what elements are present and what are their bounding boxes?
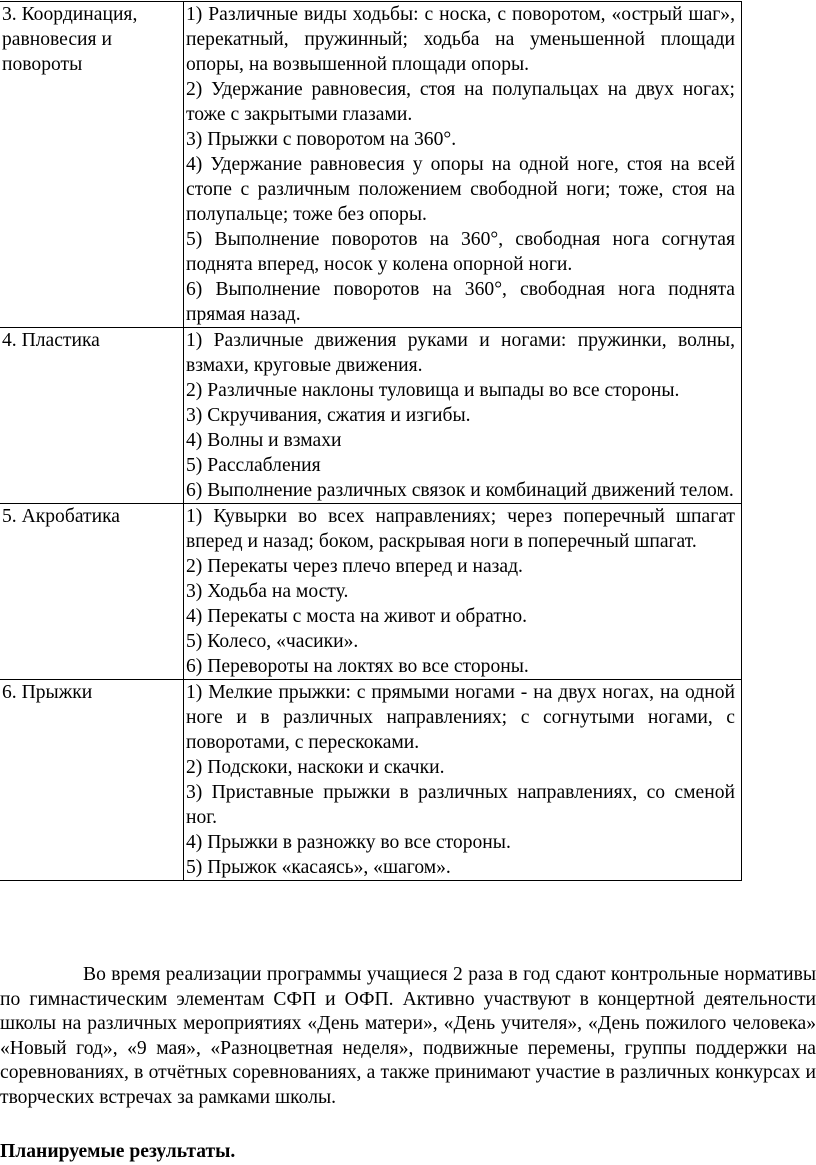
exercises-cell xyxy=(184,328,742,504)
exercises-cell xyxy=(184,680,742,881)
exercise-item: 4) Волны и взмахи xyxy=(186,430,342,451)
exercise-item: 2) Удержание равновесия, стоя на полупальцах на двух ногах; тоже с закрытыми глазами. xyxy=(186,79,735,125)
exercise-item: 1) Различные виды ходьбы: с носка, с поворотом, «острый шаг», перекатный, пружинный; ходьба на уменьшенной площади опоры, на возвышенной площади опоры. xyxy=(186,4,735,75)
exercise-item: 3) Ходьба на мосту. xyxy=(186,581,349,602)
exercise-item: 1) Мелкие прыжки: с прямыми ногами - на двух ногах, на одной ноге и в различных направлениях; с согнутыми ногами, с поворотами, с перескоками. xyxy=(186,682,735,753)
exercise-item: 2) Подскоки, наскоки и скачки. xyxy=(186,757,445,778)
exercise-item: 6) Выполнение поворотов на 360°, свободная нога поднята прямая назад. xyxy=(186,279,735,325)
exercise-item: 4) Удержание равновесия у опоры на одной ноге, стоя на всей стопе с различным положением свободной ноги; тоже, стоя на полупальце; тоже без опоры. xyxy=(186,154,735,225)
exercise-item: 2) Перекаты через плечо вперед и назад. xyxy=(186,556,523,577)
body-paragraph xyxy=(0,963,816,1111)
section-cell: 4. Пластика xyxy=(0,328,184,504)
exercise-item: 6) Выполнение различных связок и комбинаций движений телом. xyxy=(186,480,734,501)
exercises-cell xyxy=(184,2,742,328)
section-cell: 3. Координация, равновесия и повороты xyxy=(0,2,184,328)
table-row xyxy=(0,2,742,328)
exercise-item: 5) Прыжок «касаясь», «шагом». xyxy=(186,857,451,878)
section-heading: Планируемые результаты. xyxy=(0,1141,236,1162)
section-cell: 6. Прыжки xyxy=(0,680,184,881)
exercise-item: 5) Выполнение поворотов на 360°, свободная нога согнутая поднята вперед, носок у колена опорной ноги. xyxy=(186,229,735,275)
table-row xyxy=(0,504,742,680)
exercise-item: 3) Скручивания, сжатия и изгибы. xyxy=(186,405,471,426)
table-row xyxy=(0,680,742,881)
exercise-item: 4) Перекаты с моста на живот и обратно. xyxy=(186,606,528,627)
exercise-item: 1) Кувырки во всех направлениях; через поперечный шпагат вперед и назад; боком, раскрывая ноги в поперечный шпагат. xyxy=(186,506,735,552)
table-row xyxy=(0,328,742,504)
exercise-item: 5) Расслабления xyxy=(186,455,321,476)
paragraph-text: Во время реализации программы учащиеся 2 раза в год сдают контрольные нормативы по гимнастическим элементам СФП и ОФП. Активно участвуют в концертной деятельности школы на различных мероприятиях «День матери», «День учителя», «День пожилого человека» «Новый год», «9 мая», «Разноцветная неделя», подвижные перемены, группы поддержки на соревнованиях, в отчётных соревнованиях, а также принимают участие в различных конкурсах и творческих встречах за рамками школы. xyxy=(0,964,816,1108)
exercises-cell xyxy=(184,504,742,680)
exercise-item: 1) Различные движения руками и ногами: пружинки, волны, взмахи, круговые движения. xyxy=(186,330,735,376)
section-cell: 5. Акробатика xyxy=(0,504,184,680)
exercise-item: 2) Различные наклоны туловища и выпады во все стороны. xyxy=(186,380,680,401)
exercise-item: 6) Перевороты на локтях во все стороны. xyxy=(186,656,529,677)
exercise-table xyxy=(0,1,742,881)
exercise-item: 3) Прыжки с поворотом на 360°. xyxy=(186,129,457,150)
exercise-item: 4) Прыжки в разножку во все стороны. xyxy=(186,832,511,853)
exercise-item: 5) Колесо, «часики». xyxy=(186,631,359,652)
exercise-item: 3) Приставные прыжки в различных направлениях, со сменой ног. xyxy=(186,782,735,828)
